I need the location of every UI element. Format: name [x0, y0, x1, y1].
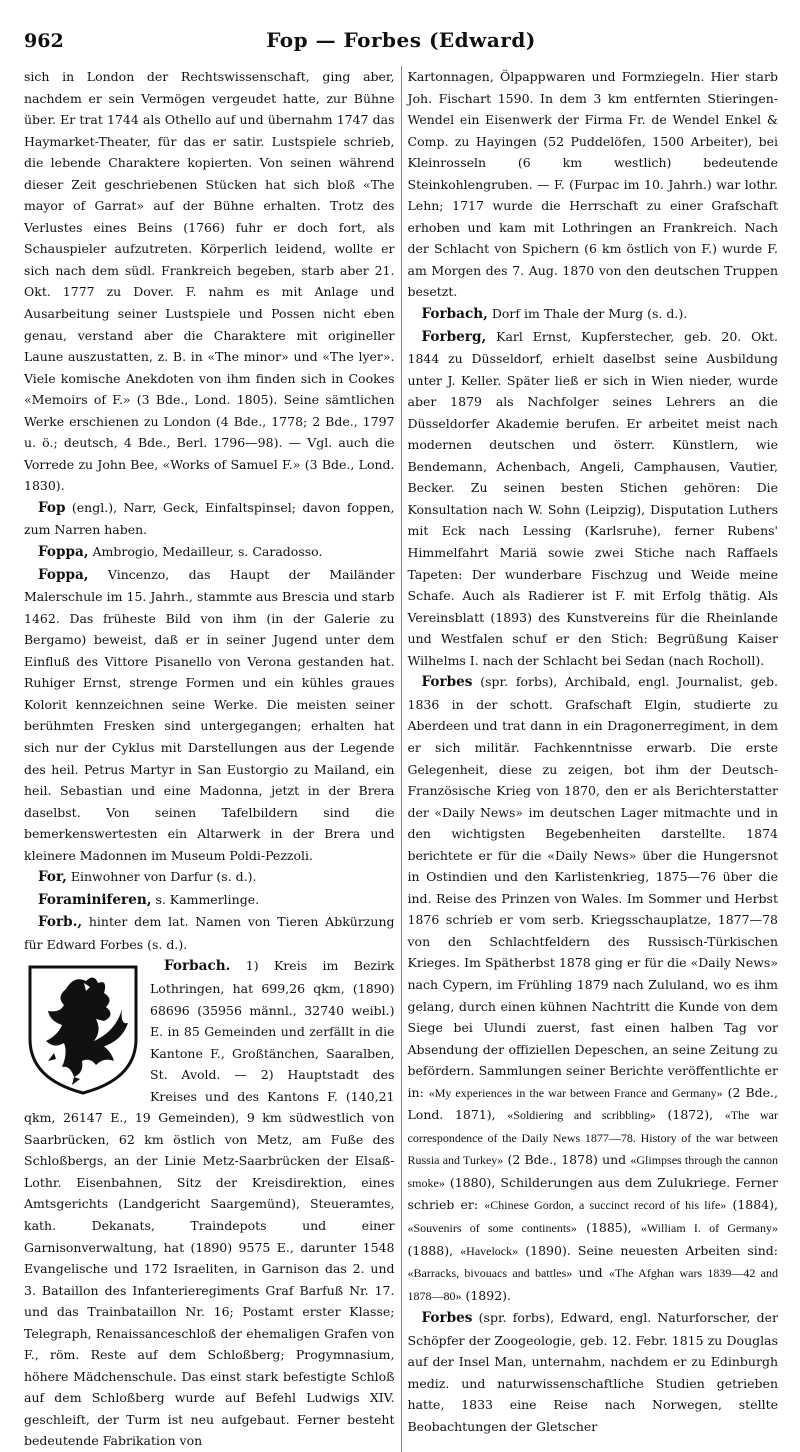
- work-title: «Soldiering and scribbling»: [507, 1108, 656, 1123]
- two-column-body: [24, 66, 778, 1452]
- entry-text: (1885),: [576, 1219, 641, 1235]
- work-title: «The Afghan wars 1839—42 and 1878—80»: [407, 1266, 778, 1303]
- work-title: «Barracks, bivouacs and battles»: [407, 1266, 573, 1281]
- entry-text: und: [572, 1265, 609, 1281]
- entry-forberg: [408, 326, 779, 672]
- entry-text: (spr. forbs), Edward, engl. Naturforscher, der Schöpfer der Zoogeologie, geb. 12. Febr. 1815 zu Douglas auf der Insel Man, unternahm, nachdem er zu Edinburgh mediz. und naturwissenschaftliche Studien getrieben hatte, 1833 eine Reise nach Norwegen, stellte Beobachtungen der Gletscher: [407, 1310, 778, 1434]
- entry-text: (spr. forbs), Archibald, engl. Journalist, geb. 1836 in der schott. Grafschaft Elgin, studierte zu Aberdeen und trat dann in ein Dragonerregiment, in dem er sich militär. Fachkenntnisse erwarb. Die erste Gelegenheit, diese zu zeigen, bot ihm der Deutsch-Französische Krieg von 1870, den er als Berichterstatter der «Daily News» im deutschen Lager mitmachte und in den wichtigsten Begebenheiten darstellte. 1874 berichtete er für die «Daily News» über die Hungersnot in Ostindien und den Karlistenkrieg, 1875—76 über die ind. Reise des Prinzen von Wales. Im Sommer und Herbst 1876 schrieb er vom serb. Kriegsschauplatze, 1877—78 von den Schlachtfeldern des Russisch-Türkischen Krieges. Im Spätherbst 1878 ging er für die «Daily News» nach Cypern, im Frühling 1879 nach Zululand, wo es ihm gelang, durch einen kühnen Nachtritt die Kunde von dem Siege bei Ulundi zuerst, fast einen halben Tag vor Absendung der offiziellen Depeschen, an seine Zeitung zu befördern. Sammlungen seiner Berichte veröffentlichte er in:: [407, 674, 778, 1100]
- entry-forbes-edward: [408, 1307, 779, 1437]
- entry-forbes-archibald: [408, 671, 779, 1307]
- entry-foraminiferen: [24, 889, 395, 912]
- column-divider: [401, 66, 402, 1452]
- lion-rampant-coat-of-arms-icon: [24, 961, 142, 1097]
- headword: Forberg,: [421, 328, 487, 345]
- entry-text: (1888),: [407, 1242, 461, 1258]
- running-title: Fop — Forbes (Edward): [266, 28, 536, 52]
- entry-text: (1892).: [461, 1287, 512, 1303]
- entry-text: sich in London der Rechtswissenschaft, ging aber, nachdem er sein Vermögen vergeudet hatte, zur Bühne über. Er trat 1744 als Othello auf und übernahm 1747 das Haymarket-Theater, für das er satir. Lustspiele schrieb, die lebende Charaktere kopierten. Von seinen während dieser Zeit geschriebenen Stücken hat sich bloß «The mayor of Garrat» auf der Bühne erhalten. Trotz des Verlustes eines Beins (1766) fuhr er doch fort, als Schauspieler aufzutreten. Körperlich leidend, wollte er sich nach dem südl. Frankreich begeben, starb aber 21. Okt. 1777 zu Dover. F. nahm es mit Anlage und Ausarbeitung seiner Lustspiele und Possen nicht eben genau, verstand aber die Charaktere mit origineller Laune auszustatten, z. B. in «The minor» und «The lyer». Viele komische Anekdoten von ihm finden sich in Cookes «Memoirs of F.» (3 Bde., Lond. 1805). Seine sämtlichen Werke erschienen zu London (4 Bde., 1778; 2 Bde., 1797 u. ö.; deutsch, 4 Bde., Berl. 1796—98). — Vgl. auch die Vorrede zu John Bee, «Works of Samuel F.» (3 Bde., Lond. 1830).: [24, 69, 395, 494]
- entry-text: Vincenzo, das Haupt der Mailänder Malerschule im 15. Jahrh., stammte aus Brescia und starb 1462. Das früheste Bild von ihm (in der Galerie zu Bergamo) beweist, daß er in seiner Jugend unter dem Einfluß des Vittore Pisanello von Verona gestanden hat. Ruhiger Ernst, strenge Formen und ein kühles graues Kolorit kennzeichnen seine Werke. Die meisten seiner berühmten Fresken sind untergegangen; erhalten hat sich nur der Cyklus mit Darstellungen aus der Legende des heil. Petrus Martyr in San Eustorgio zu Mailand, ein heil. Sebastian und eine Madonna, jetzt in der Brera daselbst. Von seinen Tafelbildern sind die bemerkenswertesten ein Altarwerk in der Brera und kleinere Madonnen im Museum Poldi-Pezzoli.: [24, 566, 395, 863]
- headword: Fop: [38, 499, 66, 516]
- entry-text: (1872),: [655, 1107, 725, 1123]
- work-title: «Havelock»: [460, 1243, 519, 1258]
- work-title: «Souvenirs of some continents»: [407, 1220, 577, 1235]
- entry-for: [24, 866, 395, 889]
- entry-text: Ambrogio, Medailleur, s. Caradosso.: [88, 544, 323, 560]
- headword: Forbach,: [421, 306, 488, 323]
- entry-text: 1) Kreis im Bezirk Lothringen, hat 699,26 qkm, (1890) 68696 (35956 männl., 32740 weibl.) E. in 85 Gemeinden und zerfällt in die Kantone F., Großtänchen, Saaralben, St. Avold. — 2) Hauptstadt des Kreises und des Kantons F. (140,21 qkm, 26147 E., 19 Gemeinden), 9 km südwestlich von Saarbrücken, 62 km östlich von Metz, am Fuße des Schloßbergs, an der Linie Metz-Saarbrücken der Elsaß-Lothr. Eisenbahnen, Sitz der Kreisdirektion, eines Amtsgerichts (Landgericht Saargemünd), Steueramtes, kath. Dekanats, Traindepots und einer Garnisonverwaltung, hat (1890) 9575 E., darunter 1548 Evangelische und 172 Israeliten, in Garnison das 2. und 3. Bataillon des Infanterieregiments Graf Barfuß Nr. 17. und das Trainbataillon Nr. 16; Postamt erster Klasse; Telegraph, Renaissanceschloß der ehemaligen Grafen von F., röm. Reste auf dem Schloßberg; Progymnasium, höhere Mädchenschule. Das einst stark befestigte Schloß auf dem Schloßberg wurde auf Befehl Ludwigs XIV. geschleift, der Turm ist neu aufgebaut. Ferner besteht bedeutende Fabrikation von: [24, 958, 395, 1449]
- work-title: «William I. of Germany»: [640, 1220, 778, 1235]
- right-column: [408, 66, 779, 1452]
- entry-text: (2 Bde., 1878) und: [503, 1152, 631, 1168]
- entry-continuation: [408, 66, 779, 303]
- headword: Forbes: [421, 1310, 473, 1327]
- entry-foppa-vincenzo: [24, 564, 395, 867]
- entry-foppa-ambrogio: [24, 541, 395, 564]
- entry-text: Einwohner von Darfur (s. d.).: [66, 869, 257, 885]
- entry-fop: [24, 497, 395, 541]
- entry-text: (1884),: [726, 1197, 778, 1213]
- entry-continuation: [24, 66, 395, 497]
- headword: Forbes: [421, 674, 473, 691]
- entry-text: (1890). Seine neuesten Arbeiten sind:: [518, 1242, 778, 1258]
- page-header: [24, 28, 778, 58]
- entry-forbach-dorf: [408, 303, 779, 326]
- headword: Foppa,: [38, 566, 89, 583]
- entry-text: s. Kammerlinge.: [151, 891, 260, 907]
- work-title: «Glimpses through the cannon smoke»: [407, 1153, 778, 1190]
- page-number: 962: [24, 30, 64, 52]
- entry-forbach: [24, 955, 395, 1452]
- work-title: «The war correspondence of the Daily News 1877—78. History of the war between Russia and Turkey»: [407, 1108, 778, 1168]
- work-title: «Chinese Gordon, a succinct record of his life»: [484, 1198, 727, 1213]
- entry-forb: [24, 911, 395, 955]
- entry-text: Dorf im Thale der Murg (s. d.).: [487, 306, 688, 322]
- headword: Foraminiferen,: [38, 891, 152, 908]
- entry-text: (2 Bde., Lond. 1871),: [407, 1084, 779, 1123]
- left-column: [24, 66, 395, 1452]
- headword: For,: [38, 869, 67, 886]
- entry-text: (engl.), Narr, Geck, Einfaltspinsel; davon foppen, zum Narren haben.: [24, 499, 395, 538]
- headword: Forbach.: [164, 958, 231, 975]
- entry-text: (1880), Schilderungen aus dem Zulukriege. Ferner schrieb er:: [407, 1174, 778, 1213]
- work-title: «My experiences in the war between France and Germany»: [428, 1085, 723, 1100]
- entry-text: Karl Ernst, Kupferstecher, geb. 20. Okt. 1844 zu Düsseldorf, erhielt daselbst seine Ausbildung unter J. Keller. Später ließ er sich in Wien nieder, wurde aber 1879 als Nachfolger seines Lehrers an die Düsseldorfer Akademie berufen. Er arbeitet meist nach modernen deutschen und österr. Künstlern, wie Bendemann, Achenbach, Angeli, Camphausen, Vautier, Becker. Zu seinen besten Stichen gehören: Die Konsultation nach W. Sohn (Leipzig), Disputation Luthers mit Eck nach Lessing (Karlsruhe), ferner Rubens' Himmelfahrt Mariä sowie zwei Stiche nach Raffaels Tapeten: Der wunderbare Fischzug und Weide meine Schafe. Auch als Radierer ist F. mit Erfolg thätig. Als Vereinsblatt (1893) des Kunstvereins für die Rheinlande und Westfalen schuf er den Stich: Begrüßung Kaiser Wilhelms I. nach der Schlacht bei Sedan (nach Rocholl).: [407, 328, 778, 668]
- entry-text: Kartonnagen, Ölpappwaren und Formziegeln. Hier starb Joh. Fischart 1590. In dem 3 km entfernten Stieringen-Wendel ein Eisenwerk der Firma Fr. de Wendel Enkel & Comp. zu Hayingen (52 Puddelöfen, 1500 Arbeiter), bei Kleinrosseln (6 km westlich) bedeutende Steinkohlengruben. — F. (Furpac im 10. Jahrh.) war lothr. Lehn; 1717 wurde die Herrschaft zu einer Grafschaft erhoben und kam mit Lothringen an Frankreich. Nach der Schlacht von Spichern (6 km östlich von F.) wurde F. am Morgen des 7. Aug. 1870 von den deutschen Truppen besetzt.: [407, 69, 778, 300]
- headword: Forb.,: [38, 914, 83, 931]
- headword: Foppa,: [38, 544, 89, 561]
- entry-text: hinter dem lat. Namen von Tieren Abkürzung für Edward Forbes (s. d.).: [24, 914, 395, 952]
